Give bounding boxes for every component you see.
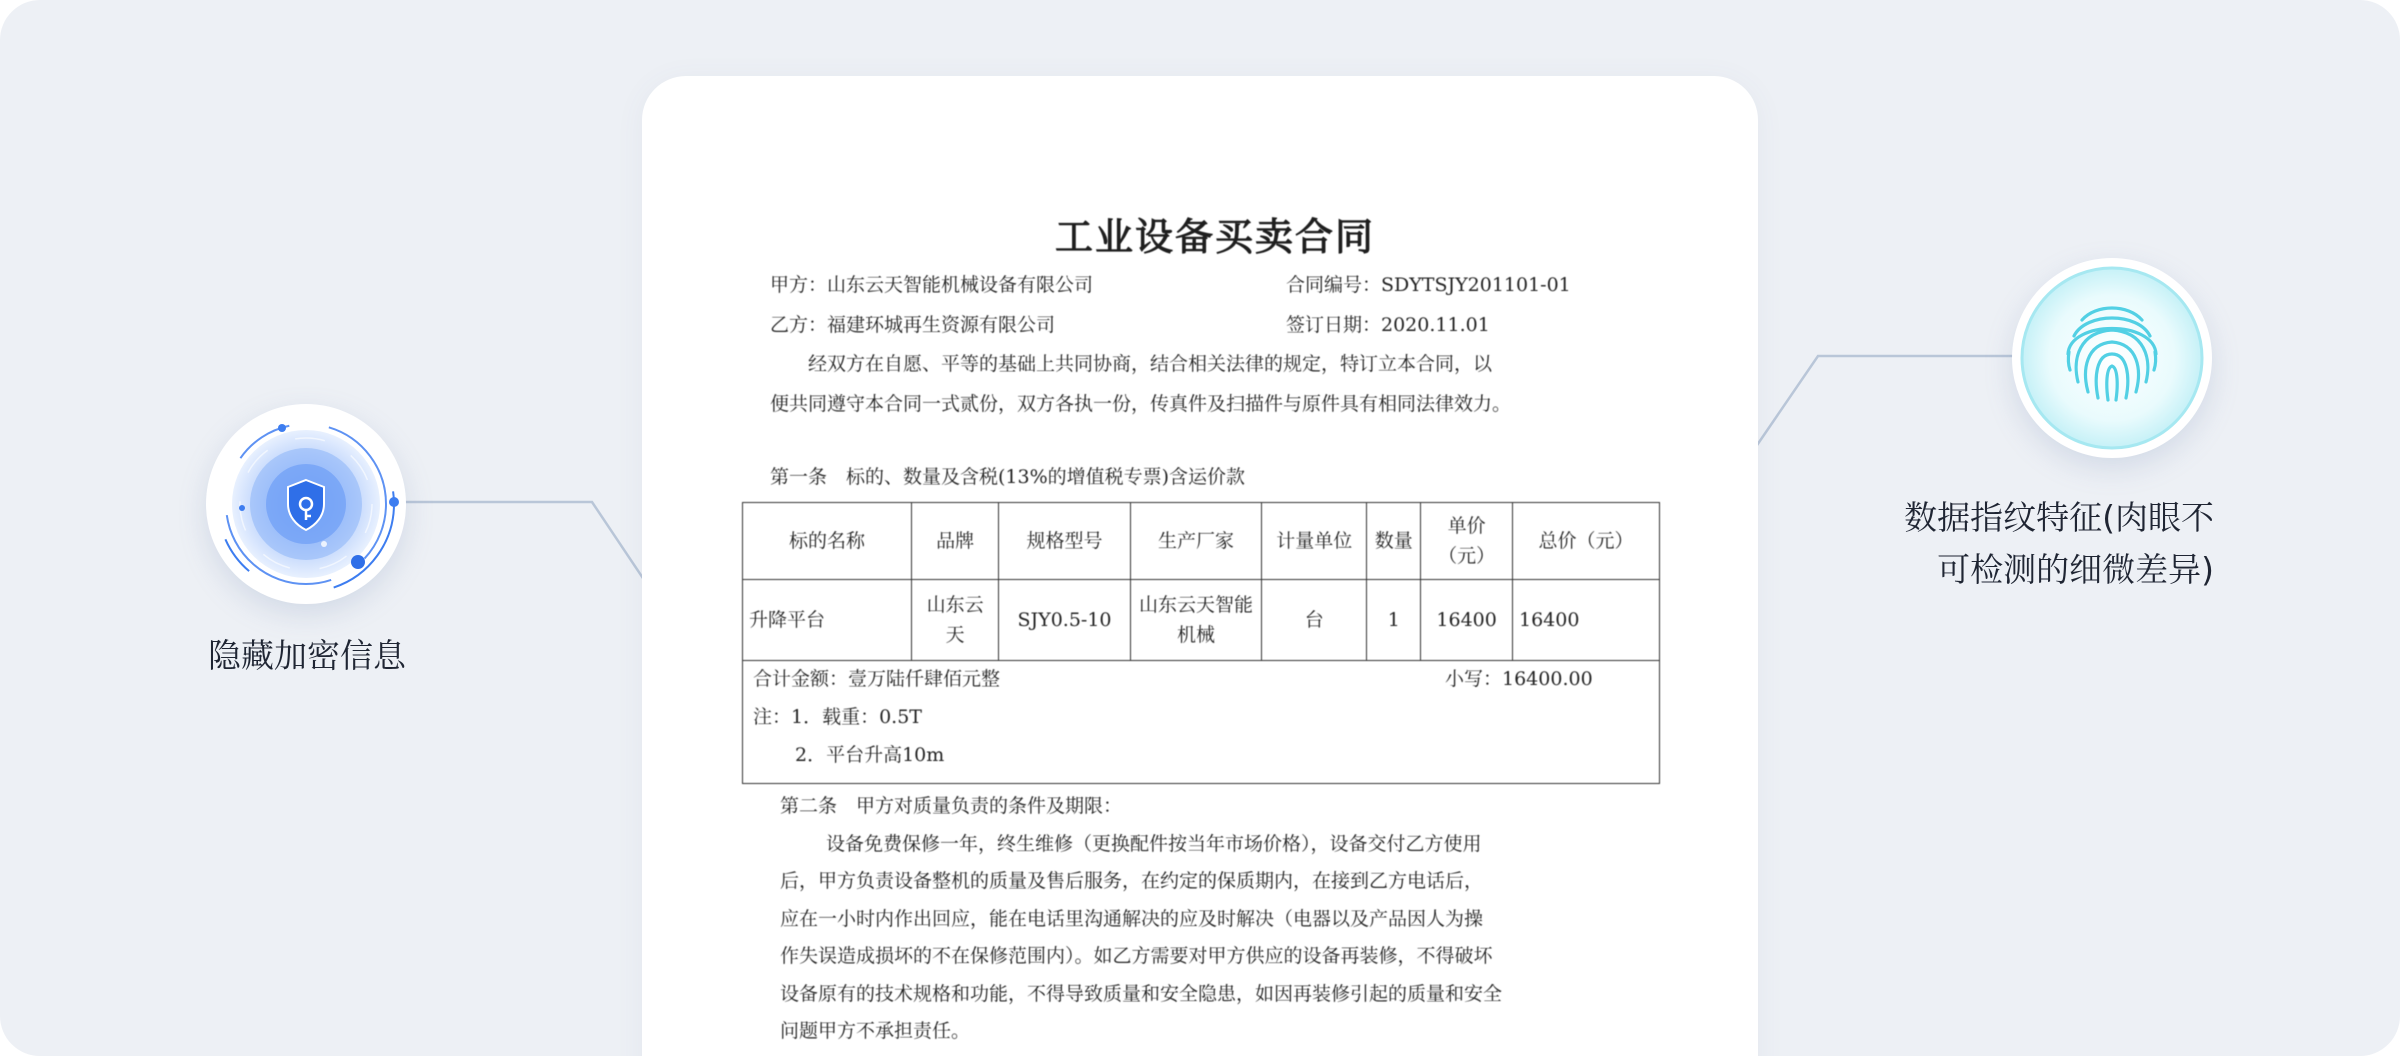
table-header-cell: 单价（元） (1421, 503, 1513, 580)
table-cell: 1 (1367, 580, 1421, 661)
table-cell: SJY0.5-10 (999, 580, 1130, 661)
shield-key-icon (206, 404, 406, 604)
table-cell: 16400 (1421, 580, 1513, 661)
table-cell: 山东云天智能机械 (1130, 580, 1261, 661)
table-header-row (743, 503, 1660, 580)
article-2-line: 问题甲方不承担责任。 (780, 1020, 971, 1042)
table-header-cell: 品牌 (912, 503, 999, 580)
table-cell: 山东云天 (912, 580, 999, 661)
total-amount-figures: 小写：16400.00 (1445, 668, 1593, 690)
article-2 (780, 788, 1650, 1051)
fingerprint-label-line: 可检测的细微差异) (1937, 550, 2214, 589)
article-2-line: 设备原有的技术规格和功能，不得导致质量和安全隐患，如因再装修引起的质量和安全 (780, 982, 1503, 1005)
article-2-line: 设备免费保修一年，终生维修（更换配件按当年市场价格），设备交付乙方使用 (826, 832, 1482, 855)
contract-document (749, 196, 1660, 1056)
fingerprint-icon (2012, 258, 2212, 458)
note-line: 注：1．载重：0.5T (753, 706, 922, 728)
items-table (742, 502, 1660, 661)
table-header-cell: 标的名称 (743, 503, 912, 580)
sign-date: 签订日期：2020.11.01 (1286, 314, 1490, 336)
table-header-cell: 计量单位 (1262, 503, 1367, 580)
encryption-label: 隐藏加密信息 (208, 636, 406, 675)
document-title: 工业设备买卖合同 (1054, 214, 1375, 259)
table-cell: 升降平台 (743, 580, 912, 661)
intro-paragraph (770, 344, 1640, 424)
fingerprint-label-line: 数据指纹特征(肉眼不 (1904, 498, 2214, 537)
intro-line: 便共同遵守本合同一式贰份，双方各执一份，传真件及扫描件与原件具有相同法律效力。 (770, 393, 1512, 415)
article-1-title: 第一条 标的、数量及含税(13%的增值税专票)含运价款 (770, 466, 1246, 488)
party-a: 甲方：山东云天智能机械设备有限公司 (770, 274, 1094, 296)
table-header-cell: 数量 (1367, 503, 1421, 580)
table-row (743, 580, 1660, 661)
encryption-badge (206, 404, 406, 604)
total-amount-words: 合计金额：壹万陆仟肆佰元整 (753, 668, 1001, 690)
fingerprint-badge (2012, 258, 2212, 458)
party-b: 乙方：福建环城再生资源有限公司 (770, 314, 1056, 336)
article-2-title: 第二条 甲方对质量负责的条件及期限： (780, 795, 1123, 817)
table-header-cell: 生产厂家 (1130, 503, 1261, 580)
table-cell: 台 (1262, 580, 1367, 661)
contract-number: 合同编号：SDYTSJY201101-01 (1286, 274, 1571, 296)
table-cell: 16400 (1513, 580, 1660, 661)
article-2-line: 应在一小时内作出回应，能在电话里沟通解决的应及时解决（电器以及产品因人为操 (780, 907, 1484, 930)
note-line: 2．平台升高10m (795, 744, 945, 766)
article-2-line: 作失误造成损坏的不在保修范围内）。如乙方需要对甲方供应的设备再装修，不得破坏 (780, 945, 1493, 967)
table-header-cell: 规格型号 (999, 503, 1130, 580)
article-2-line: 后，甲方负责设备整机的质量及售后服务，在约定的保质期内，在接到乙方电话后， (780, 870, 1484, 892)
table-header-cell: 总价（元） (1513, 503, 1660, 580)
intro-line: 经双方在自愿、平等的基础上共同协商，结合相关法律的规定，特订立本合同，以 (808, 353, 1493, 375)
table-summary (742, 660, 1660, 784)
fingerprint-label (1904, 492, 2214, 596)
